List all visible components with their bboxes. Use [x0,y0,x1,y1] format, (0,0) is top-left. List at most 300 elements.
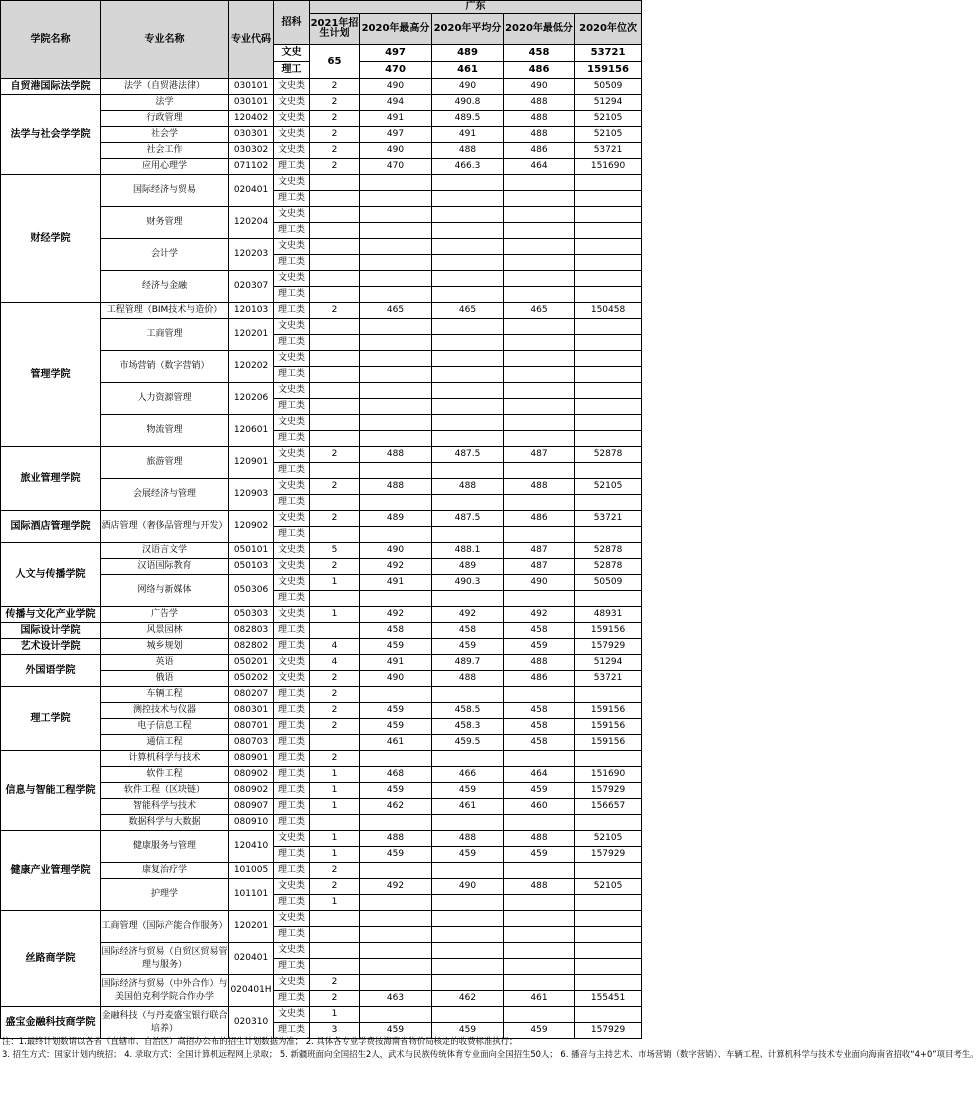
rank [575,463,642,479]
major-name: 社会工作 [101,143,229,159]
min-score: 487 [504,447,575,463]
max-score [360,927,432,943]
subject-category: 理工类 [274,591,310,607]
major-name: 国际经济与贸易（中外合作）与美国伯克利学院合作办学 [101,975,229,1007]
max-score: 488 [360,831,432,847]
avg-score [432,223,504,239]
subject-category: 文史类 [274,975,310,991]
major-name: 智能科学与技术 [101,799,229,815]
subject-category: 理工类 [274,191,310,207]
school-name: 自贸港国际法学院 [1,79,101,95]
max-score: 463 [360,991,432,1007]
major-name: 应用心理学 [101,159,229,175]
plan [310,255,360,271]
max-score: 488 [360,447,432,463]
avg-score: 458.5 [432,703,504,719]
rank: 51294 [575,95,642,111]
plan [310,527,360,543]
major-code: 020401H [229,975,274,1007]
subject-category: 文史类 [274,79,310,95]
school-name: 艺术设计学院 [1,639,101,655]
min-score: 488 [504,879,575,895]
rank: 157929 [575,783,642,799]
rank [575,911,642,927]
school-name: 健康产业管理学院 [1,831,101,911]
subject-category: 文史类 [274,479,310,495]
plan [310,271,360,287]
plan [310,239,360,255]
avg-score [432,527,504,543]
header-major-name: 专业名称 [101,1,229,79]
max-score: 462 [360,799,432,815]
plan: 1 [310,1007,360,1023]
major-code: 080703 [229,735,274,751]
min-score [504,863,575,879]
subject-category: 文史类 [274,383,310,399]
avg-score: 459 [432,1023,504,1039]
plan: 2 [310,79,360,95]
min-score [504,927,575,943]
major-name: 会计学 [101,239,229,271]
avg-score: 490.8 [432,95,504,111]
min-score: 459 [504,847,575,863]
school-name: 旅业管理学院 [1,447,101,511]
major-name: 工程管理（BIM技术与造价） [101,303,229,319]
subject-category: 理工类 [274,783,310,799]
wenshi-rank: 53721 [575,45,642,62]
rank [575,687,642,703]
max-score [360,367,432,383]
avg-score: 459.5 [432,735,504,751]
max-score: 461 [360,735,432,751]
max-score: 494 [360,95,432,111]
avg-score: 490.3 [432,575,504,591]
major-code: 120206 [229,383,274,415]
min-score [504,271,575,287]
subject-category: 文史类 [274,143,310,159]
min-score [504,191,575,207]
rank [575,591,642,607]
school-name: 传播与文化产业学院 [1,607,101,623]
major-code: 030301 [229,127,274,143]
avg-score: 488.1 [432,543,504,559]
major-code: 120410 [229,831,274,863]
rank: 150458 [575,303,642,319]
subject-category: 理工类 [274,719,310,735]
min-score: 464 [504,159,575,175]
wenshi-avg: 489 [432,45,504,62]
plan: 2 [310,511,360,527]
plan [310,367,360,383]
ligong-avg: 461 [432,62,504,79]
subject-category: 文史类 [274,319,310,335]
rank [575,319,642,335]
min-score: 459 [504,783,575,799]
avg-score: 490 [432,879,504,895]
plan: 2 [310,559,360,575]
rank: 157929 [575,1023,642,1039]
rank: 52105 [575,831,642,847]
avg-score: 489 [432,559,504,575]
plan: 2 [310,111,360,127]
avg-score [432,335,504,351]
subject-category: 文史类 [274,559,310,575]
ligong-min: 486 [504,62,575,79]
header-avg-2020: 2020年平均分 [432,14,504,45]
min-score: 486 [504,511,575,527]
avg-score [432,911,504,927]
plan: 1 [310,847,360,863]
table-row [1,607,642,623]
max-score [360,975,432,991]
plan [310,207,360,223]
major-name: 护理学 [101,879,229,911]
rank [575,383,642,399]
max-score: 459 [360,703,432,719]
subject-category: 理工类 [274,623,310,639]
rank [575,527,642,543]
min-score: 486 [504,671,575,687]
max-score [360,351,432,367]
subject-category: 理工类 [274,863,310,879]
plan: 1 [310,831,360,847]
min-score [504,687,575,703]
avg-score [432,495,504,511]
major-name: 电子信息工程 [101,719,229,735]
avg-score: 462 [432,991,504,1007]
rank [575,751,642,767]
min-score [504,335,575,351]
rank: 151690 [575,159,642,175]
plan [310,911,360,927]
subject-category: 理工类 [274,991,310,1007]
min-score: 490 [504,79,575,95]
subject-category: 理工类 [274,687,310,703]
header-rank-2020: 2020年位次 [575,14,642,45]
max-score: 488 [360,479,432,495]
rank: 50509 [575,79,642,95]
school-name: 国际设计学院 [1,623,101,639]
min-score: 488 [504,655,575,671]
rank: 52105 [575,879,642,895]
major-code: 020307 [229,271,274,303]
major-name: 国际经济与贸易（自贸区贸易管理与服务） [101,943,229,975]
avg-score [432,351,504,367]
rank: 53721 [575,671,642,687]
table-row [1,687,642,703]
plan: 2 [310,447,360,463]
major-code: 120903 [229,479,274,511]
rank [575,927,642,943]
min-score [504,815,575,831]
avg-score: 489.7 [432,655,504,671]
plan: 4 [310,639,360,655]
table-row [1,751,642,767]
min-score [504,383,575,399]
max-score: 490 [360,543,432,559]
plan [310,927,360,943]
avg-score [432,383,504,399]
max-score [360,191,432,207]
min-score: 492 [504,607,575,623]
school-name: 外国语学院 [1,655,101,687]
max-score [360,335,432,351]
plan: 1 [310,895,360,911]
subject-category: 文史类 [274,911,310,927]
max-score: 491 [360,575,432,591]
rank [575,335,642,351]
subject-category: 理工类 [274,847,310,863]
max-score: 492 [360,879,432,895]
min-score: 490 [504,575,575,591]
plan: 2 [310,879,360,895]
major-code: 080701 [229,719,274,735]
major-code: 080901 [229,751,274,767]
avg-score: 487.5 [432,511,504,527]
min-score [504,463,575,479]
min-score [504,911,575,927]
min-score: 488 [504,111,575,127]
major-name: 俄语 [101,671,229,687]
plan: 4 [310,655,360,671]
rank: 159156 [575,735,642,751]
rank [575,207,642,223]
major-name: 网络与新媒体 [101,575,229,607]
min-score: 460 [504,799,575,815]
rank: 52878 [575,543,642,559]
max-score: 459 [360,783,432,799]
avg-score [432,863,504,879]
table-row [1,303,642,319]
wenshi-min: 458 [504,45,575,62]
max-score [360,815,432,831]
major-name: 通信工程 [101,735,229,751]
plan: 2 [310,975,360,991]
max-score [360,863,432,879]
plan: 2 [310,687,360,703]
major-code: 071102 [229,159,274,175]
plan [310,319,360,335]
subject-category: 理工类 [274,463,310,479]
header-plan-total: 65 [310,45,360,79]
school-name: 管理学院 [1,303,101,447]
avg-score [432,975,504,991]
header-category: 招科 [274,1,310,45]
plan: 2 [310,671,360,687]
min-score [504,527,575,543]
avg-score: 458 [432,623,504,639]
avg-score [432,287,504,303]
rank: 51294 [575,655,642,671]
min-score [504,207,575,223]
major-code: 120202 [229,351,274,383]
avg-score [432,927,504,943]
major-name: 会展经济与管理 [101,479,229,511]
major-name: 金融科技（与丹麦盛宝银行联合培养） [101,1007,229,1039]
subject-category: 理工类 [274,639,310,655]
min-score [504,495,575,511]
major-code: 030302 [229,143,274,159]
subject-category: 文史类 [274,655,310,671]
avg-score: 459 [432,847,504,863]
major-name: 工商管理（国际产能合作服务） [101,911,229,943]
major-name: 法学 [101,95,229,111]
major-code: 030101 [229,95,274,111]
avg-score [432,239,504,255]
min-score [504,351,575,367]
subject-category: 理工类 [274,959,310,975]
major-code: 120201 [229,911,274,943]
major-code: 120901 [229,447,274,479]
major-name: 英语 [101,655,229,671]
max-score: 459 [360,847,432,863]
major-code: 082803 [229,623,274,639]
plan: 2 [310,991,360,1007]
major-code: 101101 [229,879,274,911]
rank [575,863,642,879]
major-name: 财务管理 [101,207,229,239]
rank [575,815,642,831]
min-score [504,959,575,975]
major-name: 人力资源管理 [101,383,229,415]
plan [310,959,360,975]
rank: 157929 [575,639,642,655]
subject-category: 理工类 [274,335,310,351]
avg-score [432,751,504,767]
min-score [504,943,575,959]
subject-category: 文史类 [274,239,310,255]
max-score [360,239,432,255]
rank [575,895,642,911]
max-score: 492 [360,607,432,623]
table-row [1,95,642,111]
plan: 1 [310,607,360,623]
subject-category: 理工类 [274,815,310,831]
avg-score: 466.3 [432,159,504,175]
rank [575,943,642,959]
max-score: 492 [360,559,432,575]
major-name: 旅游管理 [101,447,229,479]
plan [310,335,360,351]
rank: 151690 [575,767,642,783]
plan [310,735,360,751]
major-code: 080902 [229,783,274,799]
major-name: 汉语国际教育 [101,559,229,575]
avg-score [432,415,504,431]
school-name: 理工学院 [1,687,101,751]
plan [310,287,360,303]
plan: 3 [310,1023,360,1039]
ligong-max: 470 [360,62,432,79]
min-score [504,175,575,191]
max-score [360,463,432,479]
subject-category: 理工类 [274,399,310,415]
min-score: 464 [504,767,575,783]
plan [310,175,360,191]
rank [575,495,642,511]
major-code: 080910 [229,815,274,831]
major-code: 080907 [229,799,274,815]
major-name: 汉语言文学 [101,543,229,559]
rank: 53721 [575,511,642,527]
major-code: 120103 [229,303,274,319]
rank: 53721 [575,143,642,159]
subject-category: 理工类 [274,287,310,303]
major-code: 030101 [229,79,274,95]
subject-category: 文史类 [274,271,310,287]
plan: 2 [310,127,360,143]
plan: 1 [310,767,360,783]
plan: 2 [310,159,360,175]
subject-category: 理工类 [274,751,310,767]
max-score: 490 [360,671,432,687]
plan [310,943,360,959]
school-name: 财经学院 [1,175,101,303]
plan: 2 [310,479,360,495]
major-code: 050306 [229,575,274,607]
max-score [360,271,432,287]
major-code: 120902 [229,511,274,543]
max-score [360,223,432,239]
subject-category: 文史类 [274,1007,310,1023]
major-name: 测控技术与仪器 [101,703,229,719]
subject-category: 理工类 [274,527,310,543]
plan [310,623,360,639]
min-score [504,1007,575,1023]
subject-category: 理工类 [274,495,310,511]
rank [575,399,642,415]
min-score [504,431,575,447]
major-code: 120402 [229,111,274,127]
plan: 2 [310,751,360,767]
min-score [504,591,575,607]
major-code: 020401 [229,943,274,975]
avg-score [432,463,504,479]
min-score: 461 [504,991,575,1007]
subject-category: 文史类 [274,415,310,431]
rank: 52878 [575,447,642,463]
major-name: 计算机科学与技术 [101,751,229,767]
rank [575,351,642,367]
header-school-name: 学院名称 [1,1,101,79]
major-code: 101005 [229,863,274,879]
major-code: 050202 [229,671,274,687]
plan: 1 [310,575,360,591]
plan [310,495,360,511]
major-code: 020310 [229,1007,274,1039]
min-score: 488 [504,831,575,847]
rank: 50509 [575,575,642,591]
major-code: 050303 [229,607,274,623]
table-row [1,447,642,463]
subject-category: 文史类 [274,607,310,623]
min-score [504,287,575,303]
major-code: 050103 [229,559,274,575]
rank: 52105 [575,111,642,127]
rank [575,191,642,207]
max-score [360,527,432,543]
max-score [360,687,432,703]
max-score: 459 [360,639,432,655]
table-row [1,1007,642,1023]
subject-category: 文史类 [274,175,310,191]
plan [310,383,360,399]
rank: 52105 [575,479,642,495]
plan [310,351,360,367]
major-code: 082802 [229,639,274,655]
plan: 2 [310,703,360,719]
avg-score [432,255,504,271]
